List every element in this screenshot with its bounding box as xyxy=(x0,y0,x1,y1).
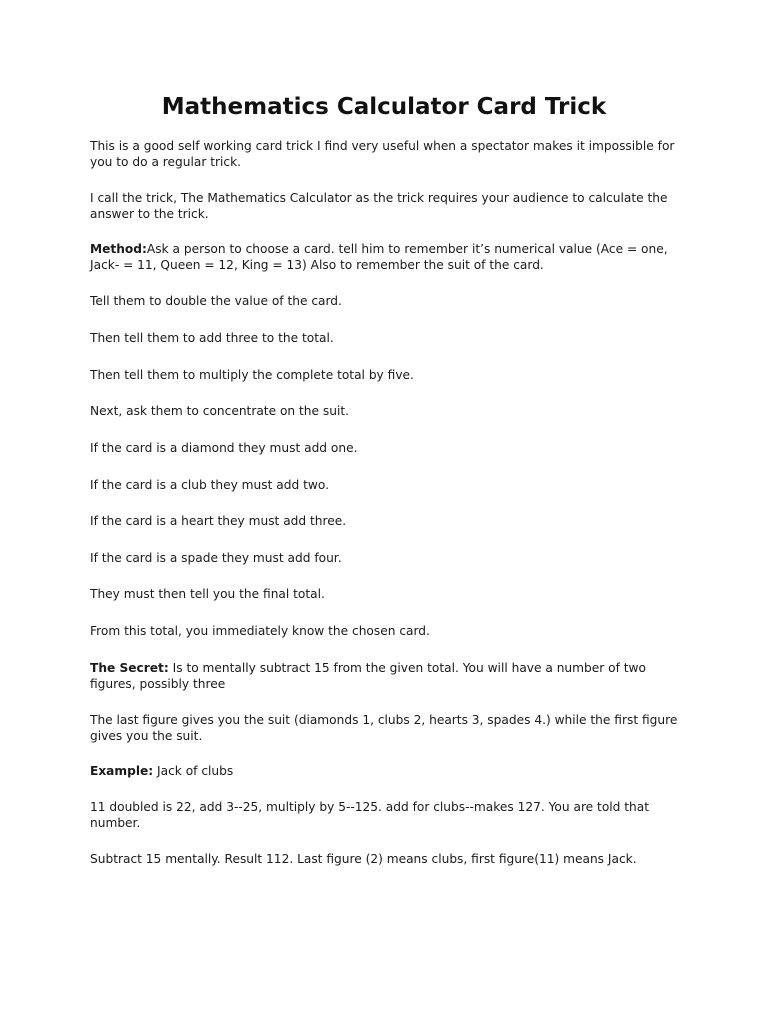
step-know-card xyxy=(90,623,690,639)
text-line xyxy=(90,763,690,779)
method-text: Ask a person to choose a card. tell him to remember it’s numerical value (Ace = one, xyxy=(146,242,668,256)
paragraph-method xyxy=(90,241,690,273)
text-line: answer to the trick. xyxy=(90,207,209,221)
step-final-total xyxy=(90,586,690,602)
example-text: Jack of clubs xyxy=(153,764,234,778)
text-line: Next, ask them to concentrate on the suit. xyxy=(90,404,350,418)
text-line xyxy=(90,660,690,676)
rule-heart xyxy=(90,513,690,529)
rule-diamond xyxy=(90,440,690,456)
method-label: Method: xyxy=(90,242,147,256)
text-line: number. xyxy=(90,816,141,830)
text-line: 11 doubled is 22, add 3--25, multiply by 5--125. add for clubs--makes 127. You are told that xyxy=(90,800,650,814)
text-line: I call the trick, The Mathematics Calculator as the trick requires your audience to calculate the xyxy=(90,191,668,205)
secret-text: Is to mentally subtract 15 from the given total. You will have a number of two xyxy=(168,661,646,675)
paragraph-intro xyxy=(90,138,690,170)
text-line: Jack- = 11, Queen = 12, King = 13) Also to remember the suit of the card. xyxy=(90,258,544,272)
text-line: Tell them to double the value of the card. xyxy=(90,294,342,308)
paragraph-example xyxy=(90,763,690,779)
text-line: They must then tell you the final total. xyxy=(90,587,325,601)
paragraph-last-figure xyxy=(90,712,690,744)
paragraph-secret xyxy=(90,660,690,692)
text-line: If the card is a spade they must add four. xyxy=(90,551,342,565)
text-line: Then tell them to multiply the complete total by five. xyxy=(90,368,414,382)
rule-club xyxy=(90,477,690,493)
text-line: gives you the suit. xyxy=(90,729,203,743)
page-title: Mathematics Calculator Card Trick xyxy=(161,94,607,120)
paragraph-calculator xyxy=(90,190,690,222)
example-label: Example: xyxy=(90,764,154,778)
secret-label: The Secret: xyxy=(90,661,169,675)
text-line xyxy=(90,241,690,257)
text-line: you to do a regular trick. xyxy=(90,155,242,169)
step-double xyxy=(90,293,690,309)
step-suit xyxy=(90,403,690,419)
text-line: This is a good self working card trick I find very useful when a spectator makes it impossible for xyxy=(90,139,675,153)
text-line: If the card is a club they must add two. xyxy=(90,478,329,492)
text-line: The last figure gives you the suit (diamonds 1, clubs 2, hearts 3, spades 4.) while the first figure xyxy=(90,713,678,727)
step-add-three xyxy=(90,330,690,346)
step-multiply xyxy=(90,367,690,383)
text-line: Subtract 15 mentally. Result 112. Last figure (2) means clubs, first figure(11) means Jack. xyxy=(90,852,637,866)
text-line: figures, possibly three xyxy=(90,677,226,691)
text-line: Then tell them to add three to the total. xyxy=(90,331,334,345)
text-line: If the card is a diamond they must add one. xyxy=(90,441,358,455)
paragraph-result xyxy=(90,851,690,867)
rule-spade xyxy=(90,550,690,566)
text-line: From this total, you immediately know the chosen card. xyxy=(90,624,430,638)
paragraph-example-calc xyxy=(90,799,690,831)
text-line: If the card is a heart they must add three. xyxy=(90,514,347,528)
